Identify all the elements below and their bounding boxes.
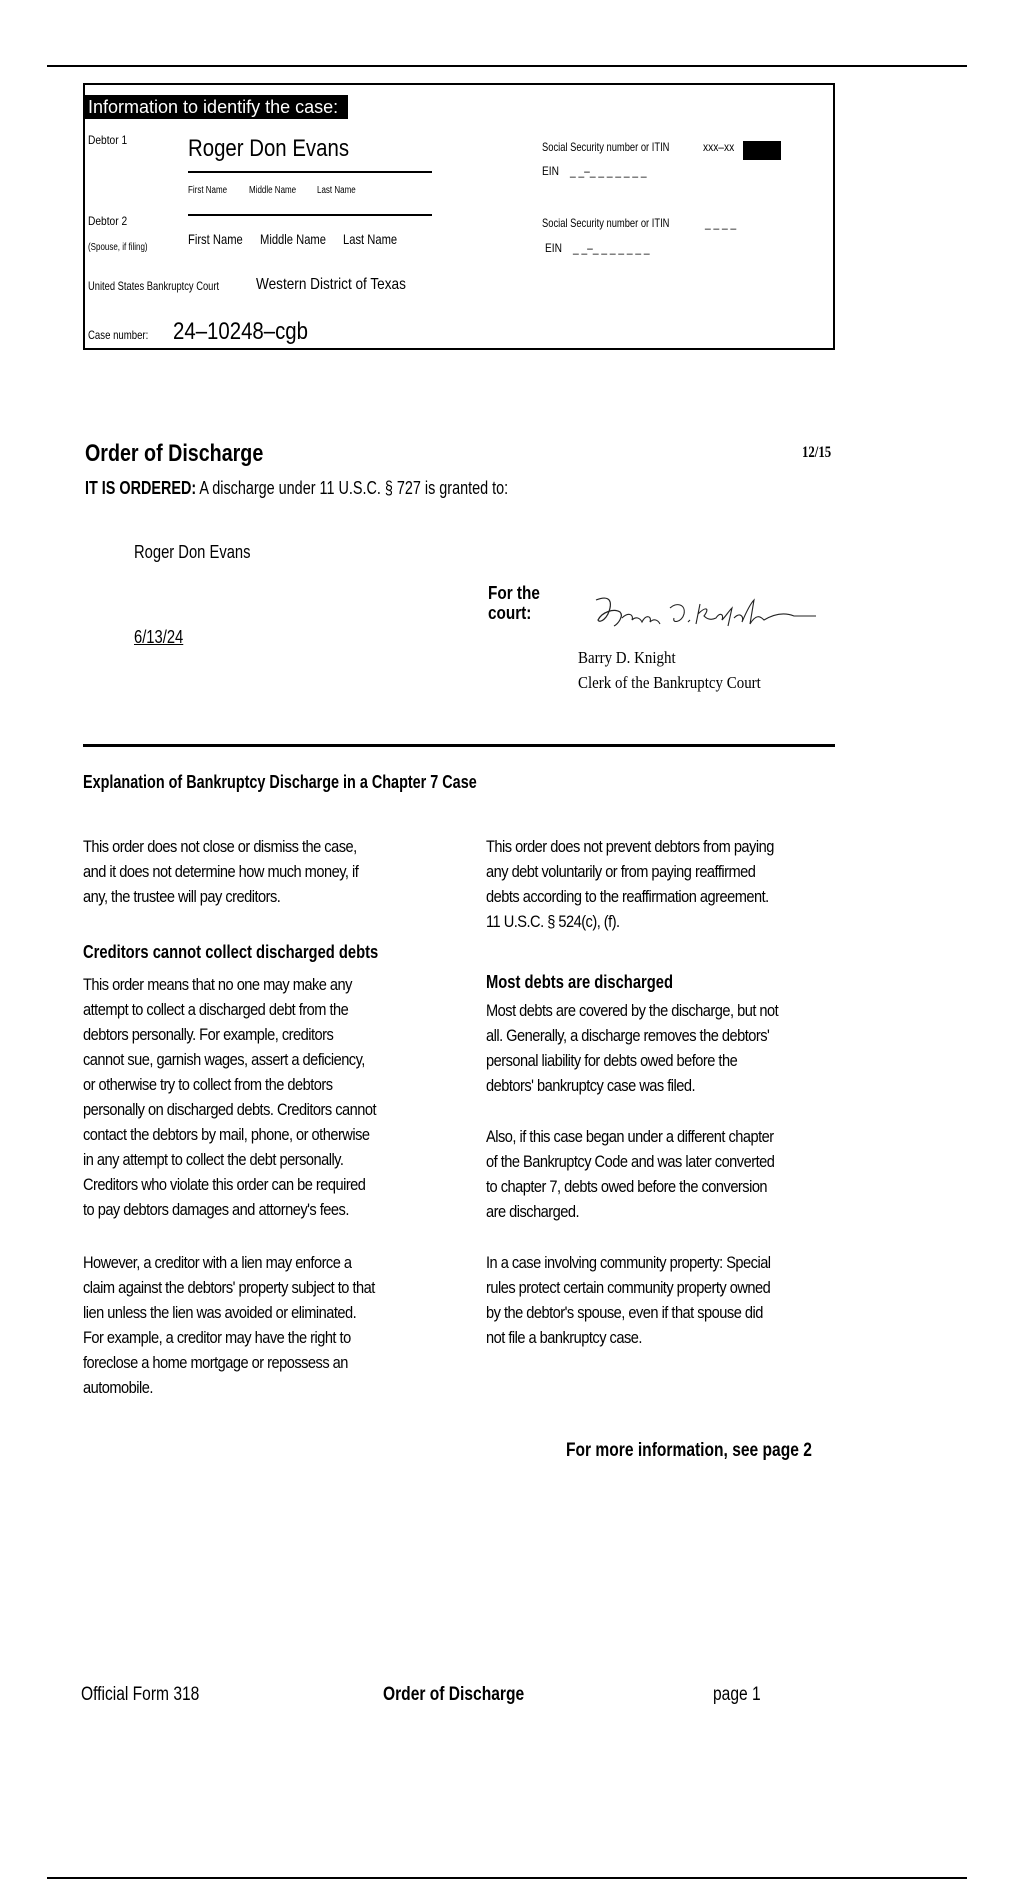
debtor2-ein-value: _ _–_ _ _ _ _ _ _	[573, 241, 650, 255]
clerk-name: Barry D. Knight	[578, 648, 676, 667]
for-the-court-label: For the court:	[488, 583, 540, 623]
clerk-signature	[588, 590, 828, 634]
ordered-statement	[85, 478, 508, 499]
debtor1-name-line	[188, 171, 432, 173]
debtor2-ein-label: EIN	[545, 241, 563, 255]
footer-form-number: Official Form 318	[81, 1684, 200, 1705]
debtor2-ssn-value: _ _ _ _	[705, 216, 737, 230]
right-paragraph-3: Also, if this case began under a different chapter of the Bankruptcy Code and was later converted to chapter 7, debts owed before the conversion are discharged.	[486, 1127, 775, 1221]
debtor2-last-name-caption: Last Name	[343, 231, 398, 247]
debtor1-ssn-label: Social Security number or ITIN	[542, 140, 670, 154]
footer-title: Order of Discharge	[383, 1684, 525, 1705]
case-info-box	[83, 83, 835, 350]
debtor1-ein-value: _ _–_ _ _ _ _ _ _	[570, 164, 647, 178]
debtor1-first-name-caption: First Name	[188, 185, 228, 196]
debtor1-last-name-caption: Last Name	[317, 185, 356, 196]
section-divider	[83, 744, 835, 747]
right-paragraph-1: This order does not prevent debtors from paying any debt voluntarily or from paying reaffirmed debts according to the reaffirmation agreement. 11 U.S.C. § 524(c), (f).	[486, 837, 774, 931]
case-number-value: 24–10248–cgb	[173, 318, 309, 345]
debtor2-ssn-label: Social Security number or ITIN	[542, 216, 670, 230]
right-paragraph-2: Most debts are covered by the discharge, but not all. Generally, a discharge removes the debtors' personal liability for debts owed before the debtors' bankruptcy case was filed.	[486, 1001, 779, 1095]
left-heading-creditors: Creditors cannot collect discharged debts	[83, 942, 379, 962]
debtor1-label: Debtor 1	[88, 133, 128, 147]
footer-page-number: page 1	[713, 1684, 761, 1705]
form-date: 12/15	[802, 444, 832, 461]
right-heading-most-debts: Most debts are discharged	[486, 972, 674, 992]
debtor1-middle-name-caption: Middle Name	[249, 185, 297, 196]
clerk-title: Clerk of the Bankruptcy Court	[578, 673, 761, 692]
debtor2-name-line	[188, 214, 432, 216]
ssn-redaction-bar	[743, 141, 781, 160]
more-info-link: For more information, see page 2	[566, 1440, 812, 1461]
case-number-label: Case number:	[88, 328, 149, 342]
order-date: 6/13/24	[134, 627, 184, 647]
signature-text: Barry D. Knight	[588, 590, 595, 591]
order-title: Order of Discharge	[85, 440, 264, 467]
debtor1-ssn-value: xxx–xx	[703, 140, 735, 154]
debtor2-spouse-caption: (Spouse, if filing)	[88, 242, 148, 253]
right-paragraph-4: In a case involving community property: Special rules protect certain community property owned by the debtor's spouse, even if that spouse did not file a bankruptcy case.	[486, 1253, 771, 1347]
case-info-header: Information to identify the case:	[85, 95, 348, 119]
ordered-bold-text: IT IS ORDERED:	[85, 478, 197, 498]
debtor2-label: Debtor 2	[88, 214, 128, 228]
left-paragraph-3: However, a creditor with a lien may enforce a claim against the debtors' property subject to that lien unless the lien was avoided or eliminated. For example, a creditor may have the right to foreclose a home mortgage or repossess an automobile.	[83, 1253, 375, 1397]
debtor2-middle-name-caption: Middle Name	[260, 231, 326, 247]
left-paragraph-1: This order does not close or dismiss the case, and it does not determine how much money, if any, the trustee will pay creditors.	[83, 837, 359, 906]
debtor1-name: Roger Don Evans	[188, 135, 350, 162]
court-value: Western District of Texas	[256, 276, 406, 293]
ordered-text: A discharge under 11 U.S.C. § 727 is granted to:	[196, 478, 509, 498]
explanation-title: Explanation of Bankruptcy Discharge in a Chapter 7 Case	[83, 772, 477, 792]
top-rule	[47, 65, 967, 67]
bottom-rule	[47, 1877, 967, 1879]
court-label: United States Bankruptcy Court	[88, 279, 220, 293]
left-paragraph-2: This order means that no one may make any attempt to collect a discharged debt from the debtors personally. For example, creditors cannot sue, garnish wages, assert a deficiency, or otherwise try to collect from the debtors personally on discharged debts. Creditors cannot contact the debtors by mail, phone, or otherwise in any attempt to collect the debt personally. Creditors who violate this order can be required to pay debtors damages and attorney's fees.	[83, 975, 377, 1219]
debtor1-ein-label: EIN	[542, 164, 560, 178]
granted-debtor-name: Roger Don Evans	[134, 542, 251, 562]
debtor2-first-name-caption: First Name	[188, 231, 243, 247]
